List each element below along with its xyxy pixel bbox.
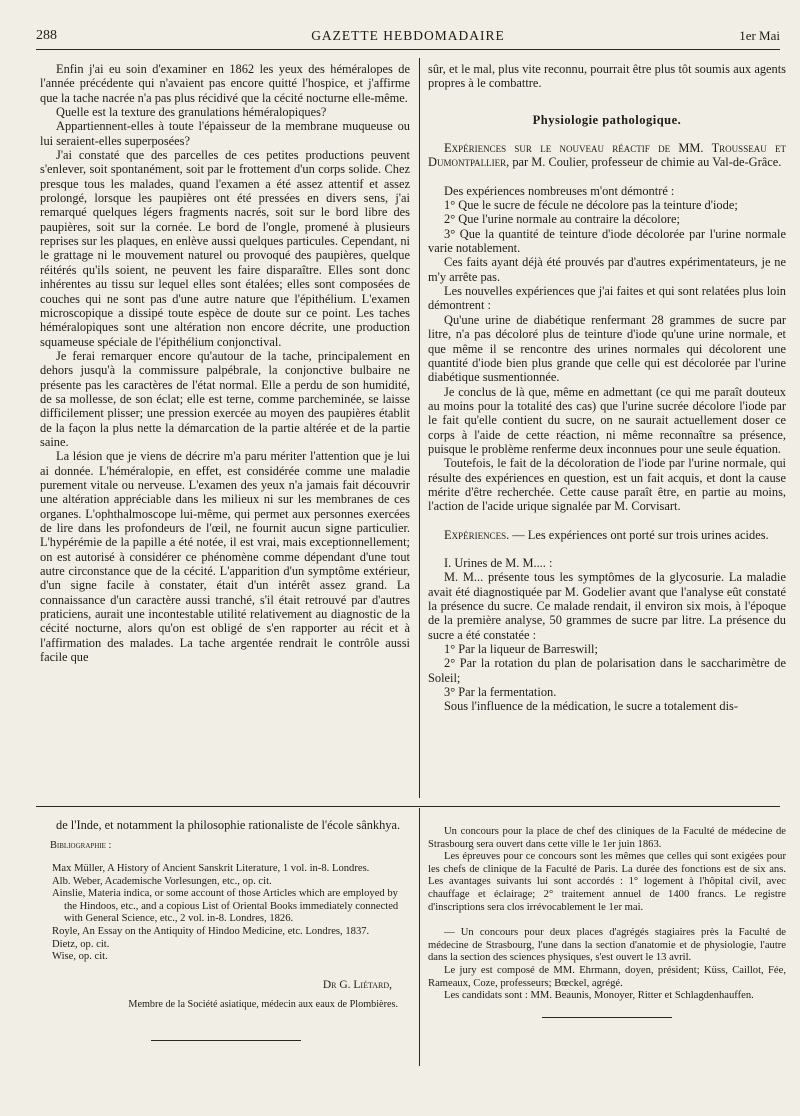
bibliography-entry: Wise, op. cit. (52, 951, 108, 963)
list-item: 3° Par la fermentation. (444, 685, 557, 700)
bibliography (40, 840, 412, 963)
bibliography-entry: Alb. Weber, Academische Vorlesungen, etc., op. cit. (52, 875, 272, 887)
continuation-text: de l'Inde, et notamment la philosophie rationaliste de l'école sânkhya. (56, 818, 401, 832)
article-title (428, 141, 786, 170)
spacer (428, 170, 786, 184)
paragraph: Les nouvelles expériences que j'ai faites et qui sont relatées plus loin démontrent : (428, 284, 786, 313)
paragraph: M. M... présente tous les symptômes de la glycosurie. La maladie avait été diagnostiquée par M. Godelier avant que l'analyse eût constaté la présence du sucre. Ce malade rendait, il environ six mois, à l'époque de la première analyse, 50 grammes de sucre par litre. La présence du sucre a été constatée : (428, 570, 786, 642)
paragraph: Je ferai remarquer encore qu'autour de la tache, principalement en dehors jusqu'à la commissure palpébrale, la conjonctive bulbaire ne présente pas les caractères de l'état normal. Elle a perdu de son humidité, de sa mollesse, de son éclat; elle est terne, comme parcheminée, se laisse difficilement plisser; une pression exercée au moyen des paupières établit de la façon la plus nette la démarcation de la partie altérée et de la partie saine. (40, 348, 410, 449)
list-item: 3° Que la quantité de teinture d'iode décolorée par l'urine normale varie notablement. (428, 226, 786, 256)
experiences-label: Expériences. (444, 527, 510, 542)
left-column (40, 62, 410, 802)
paragraph: Enfin j'ai eu soin d'examiner en 1862 les yeux des héméralopes de l'année précédente qui n'avaient pas encore quitté l'hospice, et j'affirme que la tache nacrée n'a pas plus récidivé que la cécité nocturne elle-même. (40, 62, 410, 105)
notice-paragraph: — Un concours pour deux places d'agrégés stagiaires près la Faculté de médecine de Strasbourg, l'une dans la section d'anatomie et de physiologie, l'autre dans la section des sciences physiques, s'est ouvert le 13 avril. (428, 927, 786, 964)
spacer (428, 542, 786, 556)
running-header (36, 28, 780, 50)
paragraph: Des expériences nombreuses m'ont démontré : (444, 183, 675, 198)
end-rule (151, 1040, 301, 1041)
paragraph: J'ai constaté que des parcelles de ces petites productions peuvent s'enlever, soit spontanément, soit par le frottement d'un corps solide. Chez presque tous les malades, quand l'examen a été assez attentif et assez prolongé, lorsque les paupières ont été pressées en divers sens, j'ai remarqué quelques légers fragments nacrés, soit sur le bord libre des paupières, soit sur la cornée. Le bord de l'ongle, promené à plusieurs reprises sur les plaques, en enlève aussi quelques particules. Cependant, ni le grattage ni le mouvement naturel ou provoqué des paupières, quelque réitérés qu'ils soient, ne peuvent les faire disparaître. Elles sont donc inhérentes au tissu sur lequel elles sont étalées; elles sont composées de couches qui ne sont pas d'une autre nature que l'épithélium. L'examen microscopique a dissipé toute espèce de doute sur ce point. Les taches héméralopiques sont une altération non encore décrite, une production squameuse spéciale de l'épithélium conjonctival. (40, 148, 410, 349)
issue-date: 1er Mai (739, 28, 780, 43)
paragraph: La lésion que je viens de décrire m'a paru mériter l'attention que je lui ai donnée. L'héméralopie, en effet, est considérée comme une maladie purement vitale ou nerveuse. L'examen des yeux n'a jamais fait découvrir une altération appréciable dans les milieux ni sur les membranes de ces organes. L'ophthalmoscope lui-même, qui permet aux personnes exercées de lire dans les profondeurs de l'œil, ne fournit aucun signe particulier. L'hypérémie de la papille a été notée, il est vrai, mais exceptionnellement; on est autorisé à considérer ce phénomène comme dépendant d'une tout autre circonstance que de la cécité. L'apparition d'un symptôme extérieur, d'un signe facile à constater, était d'un intérêt assez grand. La connaissance d'un caractère aussi tranché, s'il était retrouvé par d'autres praticiens, aurait une incontestable utilité relativement au diagnostic de la cécité nocturne, alors qu'on est obligé de s'en rapporter au récit et à l'affirmation des malades. La tache argentée rendrait le contrôle aussi facile que (40, 449, 410, 665)
notice-paragraph: Les candidats sont : MM. Beaunis, Monoyer, Ritter et Schlagdenhauffen. (444, 990, 754, 1002)
bibliography-entry: Ainslie, Materia indica, or some account of those Articles which are employed by the Hindoos, etc., and a copious List of Oriental Books immediately connected with General Science, etc., 2 vol. in-8. Londres, 1826. (52, 888, 399, 925)
bibliography-entry: Max Müller, A History of Ancient Sanskrit Literature, 1 vol. in-8. Londres. (52, 862, 370, 874)
right-column (428, 62, 786, 802)
list-item: 1° Par la liqueur de Barreswill; (444, 642, 598, 657)
column-divider (419, 58, 420, 798)
paragraph: Appartiennent-elles à toute l'épaisseur de la membrane muqueuse ou lui seraient-elles superposées? (40, 119, 410, 148)
page-number: 288 (36, 28, 57, 43)
bibliography-entry: Royle, An Essay on the Antiquity of Hindoo Medicine, etc. Londres, 1837. (52, 925, 370, 937)
paragraph: Qu'une urine de diabétique renfermant 28 grammes de sucre par litre, n'a pas décoloré plus de teinture d'iode qu'une urine normale, et que même il se rencontre des urines normales qui décolorent une quantité d'iode bien plus grande que celle qui est décolorée par l'urine diabétique susmentionnée. (428, 312, 786, 385)
bibliography-entry: Dietz, op. cit. (52, 938, 110, 950)
bottom-left-column (40, 818, 412, 1064)
list-item: 1° Que le sucre de fécule ne décolore pas la teinture d'iode; (444, 198, 738, 213)
author-affiliation: Membre de la Société asiatique, médecin aux eaux de Plombières. (128, 999, 398, 1011)
section-divider (36, 806, 780, 807)
column-divider (419, 808, 420, 1066)
continuation-text: sûr, et le mal, plus vite reconnu, pourrait être plus tôt soumis aux agents propres à le combattre. (428, 62, 786, 91)
bibliography-heading: Bibliographie : (50, 840, 112, 852)
paragraph: Je conclus de là que, même en admettant (ce qui me paraît douteux au moins pour la totalité des cas) que l'urine sucrée décolore l'iode par le fait qu'elle contient du sucre, on ne saurait actuellement doser ce corps à l'aide de cette réaction, ni même reconnaître sa présence, puisque le problème renferme deux inconnues pour une seule équation. (428, 384, 786, 456)
section-heading: Physiologie pathologique. (532, 112, 682, 127)
paragraph: Toutefois, le fait de la décoloration de l'iode par l'urine normale, qui résulte des expériences en question, est un fait acquis, et dont la cause mérite d'être recherchée. Cette cause paraît être, en partie au moins, l'action de l'acide urique signalée par M. Corvisart. (428, 456, 786, 514)
running-title: GAZETTE HEBDOMADAIRE (311, 28, 505, 43)
paragraph: Ces faits ayant déjà été prouvés par d'autres expérimentateurs, je ne m'y arrête pas. (428, 255, 786, 284)
article-title-rest: par M. Coulier, professeur de chimie au Val-de-Grâce. (512, 155, 782, 170)
spacer (428, 514, 786, 528)
experiences-paragraph (428, 528, 786, 542)
list-item: 2° Que l'urine normale au contraire la décolore; (444, 212, 680, 227)
notice-paragraph: Le jury est composé de MM. Ehrmann, doyen, président; Küss, Caillot, Fée, Rameaux, Coze, professeurs; Bœckel, agrégé. (428, 964, 786, 989)
paragraph: Quelle est la texture des granulations héméralopiques? (56, 105, 327, 120)
subsection-heading: I. Urines de M. M.... : (444, 555, 553, 570)
article-title-caps: Expériences sur le nouveau réactif de MM. Trousseau et Dumontpallier, (428, 141, 786, 170)
list-item: 2° Par la rotation du plan de polarisation dans le saccharimètre de Soleil; (428, 656, 786, 685)
paragraph: Sous l'influence de la médication, le sucre a totalement dis- (444, 699, 739, 714)
experiences-text: — Les expériences ont porté sur trois urines acides. (512, 527, 769, 542)
bottom-right-column (428, 826, 786, 1066)
notice-paragraph: Les épreuves pour ce concours sont les mêmes que celles qui sont exigées pour les chefs de clinique de la Faculté de Paris. La durée des fonctions est de six ans. Les avantages suivants lui sont accordés : 1° logement à l'hôpital civil, avec chauffage et éclairage; 2° traitement annuel de 1400 francs. Le registre d'inscriptions sera clos irrévocablement le 1er mai. (428, 851, 786, 913)
end-rule (542, 1017, 672, 1018)
notice-paragraph: Un concours pour la place de chef des cliniques de la Faculté de médecine de Strasbourg sera ouvert dans cette ville le 1er juin 1863. (428, 826, 786, 850)
author-signature: Dr G. Liétard, (322, 978, 392, 991)
